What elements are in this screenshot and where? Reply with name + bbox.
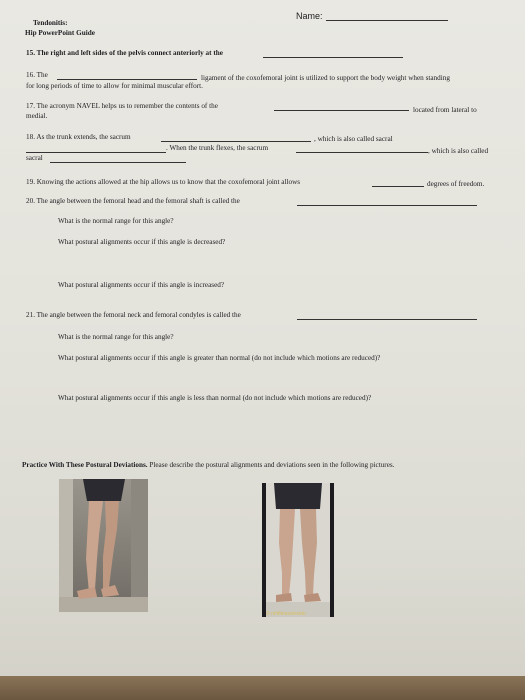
question-17-start: 17. The acronym NAVEL helps us to remember the contents of the — [26, 102, 218, 110]
answer-18-blank-2[interactable] — [26, 152, 166, 153]
question-18-line2a: . When the trunk flexes, the sacrum — [166, 144, 269, 152]
answer-16-blank[interactable] — [57, 79, 197, 80]
answer-21-blank[interactable] — [297, 319, 477, 320]
question-17-end: located from lateral to — [413, 106, 477, 114]
practice-heading-bold: Practice With These Postural Deviations. — [22, 461, 148, 469]
question-16-middle: ligament of the coxofemoral joint is utilized to support the body weight when standing — [201, 74, 450, 82]
legs-photo-right — [262, 483, 334, 617]
question-20-increased: What postural alignments occur if this angle is increased? — [58, 281, 225, 289]
name-field[interactable] — [326, 20, 448, 21]
question-15: 15. The right and left sides of the pelvis connect anteriorly at the — [26, 49, 223, 57]
question-16-line2: for long periods of time to allow for minimal muscular effort. — [26, 82, 203, 90]
answer-19-blank[interactable] — [372, 186, 424, 187]
answer-18-blank-1[interactable] — [161, 141, 311, 142]
question-21-normal-range: What is the normal range for this angle? — [58, 333, 174, 341]
legs-photo-left — [59, 479, 148, 612]
question-18-line2b: , which is also called — [428, 147, 489, 155]
question-20: 20. The angle between the femoral head and the femoral shaft is called the — [26, 197, 240, 205]
photo-watermark: © mhfitnesshowto — [266, 611, 306, 617]
answer-20-blank[interactable] — [297, 205, 477, 206]
name-label: Name: — [296, 11, 323, 21]
answer-17-blank[interactable] — [274, 110, 409, 111]
question-17-line2: medial. — [26, 112, 48, 120]
question-19-start: 19. Knowing the actions allowed at the hip allows us to know that the coxofemoral joint allows — [26, 178, 301, 186]
question-20-normal-range: What is the normal range for this angle? — [58, 217, 174, 225]
answer-18-blank-4[interactable] — [50, 162, 186, 163]
question-18-line3: sacral — [26, 154, 43, 162]
topic-title: Tendonitis: — [33, 19, 68, 27]
question-21-greater: What postural alignments occur if this angle is greater than normal (do not include which motions are reduced)? — [58, 354, 381, 362]
answer-15-blank[interactable] — [263, 57, 403, 58]
question-18-start: 18. As the trunk extends, the sacrum — [26, 133, 131, 141]
practice-heading — [22, 461, 395, 470]
carpet-background — [0, 676, 525, 700]
question-21: 21. The angle between the femoral neck and femoral condyles is called the — [26, 311, 241, 319]
question-18-mid: , which is also called sacral — [314, 135, 393, 143]
question-21-less: What postural alignments occur if this angle is less than normal (do not include which motions are reduced)? — [58, 394, 372, 402]
question-19-end: degrees of freedom. — [427, 180, 485, 188]
question-20-decreased: What postural alignments occur if this angle is decreased? — [58, 238, 226, 246]
answer-18-blank-3[interactable] — [296, 152, 428, 153]
guide-title: Hip PowerPoint Guide — [25, 29, 95, 37]
question-16-start: 16. The — [26, 71, 48, 79]
practice-heading-rest: Please describe the postural alignments and deviations seen in the following pictures. — [147, 461, 395, 469]
